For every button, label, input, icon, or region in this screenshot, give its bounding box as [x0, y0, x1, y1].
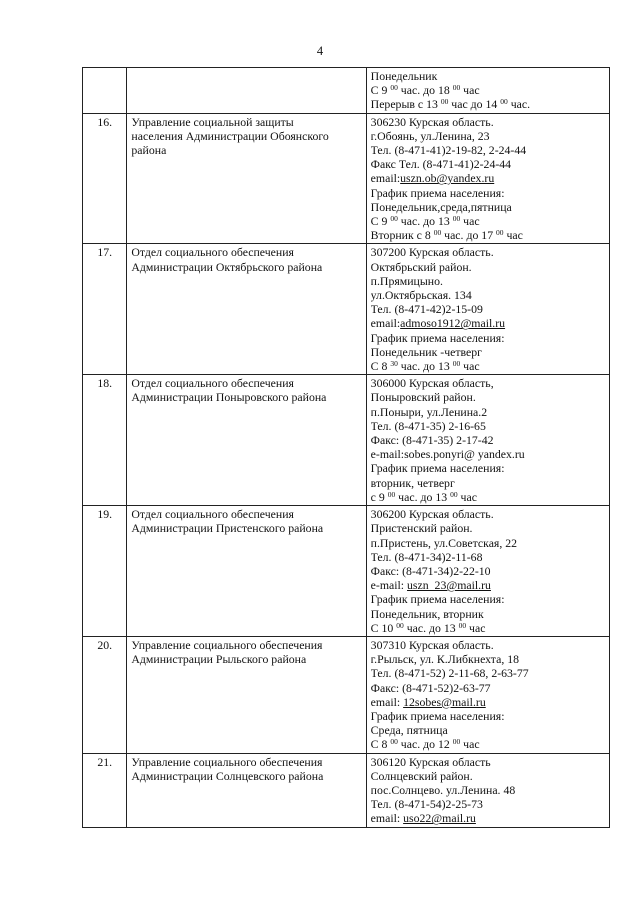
row-number-cell: 20.: [83, 636, 127, 753]
row-number-cell: 16.: [83, 113, 127, 244]
email-address: admoso1912@mail.ru: [400, 316, 506, 331]
contact-text: Тел. (8-471-35) 2-16-65: [370, 418, 486, 433]
contact-line: [371, 461, 605, 475]
contact-line: [371, 274, 605, 288]
contact-text: Понедельник,среда,пятница: [370, 199, 512, 214]
contact-text: п.Поныри, ул.Ленина.2: [370, 404, 488, 419]
contact-text: час. до 13: [397, 359, 453, 374]
office-name-line: Администрации Рыльского района: [131, 652, 307, 667]
contact-info-cell: [366, 636, 609, 753]
contact-line: [371, 302, 605, 316]
contact-line: [371, 783, 605, 797]
contact-text: email:: [370, 316, 401, 331]
time-minutes-superscript: 00: [387, 489, 396, 499]
contact-line: [371, 723, 605, 737]
contact-text: Тел. (8-471-34)2-11-68: [370, 549, 483, 564]
contact-line: [371, 376, 605, 390]
row-number-cell: [83, 68, 127, 114]
contact-text: г.Рыльск, ул. К.Либкнехта, 18: [370, 652, 520, 667]
contact-info-cell: [366, 506, 609, 637]
contact-line: [371, 157, 605, 171]
contact-text: час: [503, 228, 523, 243]
contact-line: [371, 695, 605, 709]
table-row: [83, 68, 610, 114]
time-minutes-superscript: 00: [452, 214, 461, 224]
contact-text: Солнцевский район.: [370, 768, 473, 783]
row-number-cell: 19.: [83, 506, 127, 637]
office-name-line: Отдел социального обеспечения: [131, 507, 294, 522]
contact-text: Тел. (8-471-54)2-25-73: [370, 797, 483, 812]
contact-text: час. до 13: [395, 489, 451, 504]
contact-text: час до 14: [448, 97, 501, 112]
contact-text: С 9: [370, 83, 391, 98]
contact-line: [371, 260, 605, 274]
contact-text: График приема населения:: [370, 708, 505, 723]
office-name-line: района: [131, 143, 167, 158]
office-name-line: населения Администрации Обоянского: [131, 128, 329, 143]
contact-line: [371, 390, 605, 404]
contact-text: Перерыв с 13: [370, 97, 441, 112]
contact-line: [371, 97, 605, 111]
office-name-cell: [127, 506, 366, 637]
contact-text: г.Обоянь, ул.Ленина, 23: [370, 128, 490, 143]
contact-line: [371, 143, 605, 157]
contact-text: График приема населения:: [370, 461, 505, 476]
office-name-line: Управление социального обеспечения: [131, 754, 323, 769]
time-minutes-superscript: 00: [496, 228, 504, 238]
contact-text: час: [460, 214, 480, 229]
contact-text: п.Прямицыно.: [370, 273, 443, 288]
contact-text: Факс Тел. (8-471-41)2-24-44: [370, 157, 512, 172]
time-minutes-superscript: 00: [390, 214, 398, 224]
contact-info-cell: [366, 753, 609, 827]
contact-line: [371, 709, 605, 723]
table-row: [83, 506, 610, 637]
contact-text: Вторник с 8: [370, 228, 434, 243]
contact-text: час: [460, 359, 480, 374]
contact-line: [371, 228, 605, 242]
contact-text: email:: [370, 694, 404, 709]
contact-text: час. до 17: [441, 228, 497, 243]
contact-text: 306230 Курская область.: [370, 114, 494, 129]
office-name-line: Администрации Солнцевского района: [131, 768, 324, 783]
office-name-cell: [127, 636, 366, 753]
office-name-line: Отдел социального обеспечения: [131, 245, 294, 260]
contact-text: С 10: [370, 620, 397, 635]
contact-line: [371, 129, 605, 143]
contact-text: час: [460, 737, 480, 752]
contact-line: [371, 652, 605, 666]
contact-line: [371, 186, 605, 200]
table-body: [83, 68, 610, 828]
contact-text: e-mail:sobes.ponyri@ yandex.ru: [370, 447, 525, 462]
contact-line: [371, 737, 605, 751]
contact-text: п.Пристень, ул.Советская, 22: [370, 535, 518, 550]
contact-line: [371, 681, 605, 695]
time-minutes-superscript: 00: [458, 620, 467, 630]
contact-text: Тел. (8-471-52) 2-11-68, 2-63-77: [370, 666, 529, 681]
contact-line: [371, 550, 605, 564]
contact-text: Октябрьский район.: [370, 259, 472, 274]
time-minutes-superscript: 00: [396, 620, 404, 630]
contact-line: [371, 405, 605, 419]
contact-text: час. до 13: [403, 620, 459, 635]
contact-text: час. до 12: [397, 737, 453, 752]
table-row: [83, 113, 610, 244]
contact-text: График приема населения:: [370, 185, 505, 200]
time-minutes-superscript: 00: [452, 359, 461, 369]
time-minutes-superscript: 30: [390, 359, 398, 369]
contact-text: Факс: (8-471-52)2-63-77: [370, 680, 491, 695]
email-address: uszn_23@mail.ru: [407, 578, 491, 593]
contact-line: [371, 83, 605, 97]
table-row: [83, 753, 610, 827]
contact-line: [371, 433, 605, 447]
contact-text: 306200 Курская область.: [370, 507, 494, 522]
contact-line: [371, 419, 605, 433]
contact-text: График приема населения:: [370, 330, 505, 345]
office-name-cell: [127, 375, 366, 506]
contact-line: [371, 592, 605, 606]
office-name-cell: [127, 113, 366, 244]
contact-text: 306120 Курская область: [370, 754, 491, 769]
office-name-line: Управление социальной защиты: [131, 114, 294, 129]
office-name-line: Управление социального обеспечения: [131, 637, 323, 652]
time-minutes-superscript: 00: [450, 489, 458, 499]
contact-text: час: [457, 489, 477, 504]
office-name-line: Администрации Поныровского района: [131, 390, 327, 405]
page-number: 4: [316, 44, 324, 58]
contact-line: [371, 476, 605, 490]
contact-line: [371, 316, 605, 330]
contact-line: [371, 490, 605, 504]
contact-text: Тел. (8-471-41)2-19-82, 2-24-44: [370, 143, 527, 158]
contact-info-cell: [366, 113, 609, 244]
contact-line: [371, 447, 605, 461]
contact-line: [371, 521, 605, 535]
contact-text: 307200 Курская область.: [370, 245, 494, 260]
contact-line: [371, 666, 605, 680]
contact-line: [371, 797, 605, 811]
contact-line: [371, 288, 605, 302]
contact-text: Тел. (8-471-42)2-15-09: [370, 302, 483, 317]
email-address: 12sobes@mail.ru: [403, 694, 486, 709]
contact-line: [371, 507, 605, 521]
contact-text: Поныровский район.: [370, 390, 476, 405]
contact-info-cell: [366, 244, 609, 375]
time-minutes-superscript: 00: [390, 83, 398, 93]
row-number-cell: 21.: [83, 753, 127, 827]
contact-text: График приема населения:: [370, 592, 505, 607]
table-row: [83, 244, 610, 375]
time-minutes-superscript: 00: [452, 83, 461, 93]
contact-text: С 8: [370, 737, 391, 752]
contact-text: Понедельник: [370, 69, 438, 83]
contact-text: Факс: (8-471-35) 2-17-42: [370, 433, 494, 448]
contact-line: [371, 769, 605, 783]
office-name-line: Администрации Пристенского района: [131, 521, 324, 536]
contact-text: Среда, пятница: [370, 723, 448, 738]
office-name-line: Администрации Октябрьского района: [131, 259, 323, 274]
contact-text: email:: [370, 811, 404, 826]
contact-line: [371, 359, 605, 373]
row-number-cell: 18.: [83, 375, 127, 506]
contact-line: [371, 200, 605, 214]
contact-line: [371, 69, 605, 83]
time-minutes-superscript: 00: [500, 97, 508, 107]
contact-line: [371, 638, 605, 652]
contact-text: С 8: [370, 359, 391, 374]
contact-line: [371, 214, 605, 228]
office-name-cell: [127, 753, 366, 827]
email-address: uszn.ob@yandex.ru: [400, 171, 495, 186]
contact-line: [371, 564, 605, 578]
row-number-cell: 17.: [83, 244, 127, 375]
contact-text: Понедельник, вторник: [370, 606, 484, 621]
contact-line: [371, 536, 605, 550]
contact-text: час. до 13: [397, 214, 453, 229]
contact-info-cell: [366, 375, 609, 506]
contact-text: 307310 Курская область.: [370, 637, 494, 652]
contact-text: с 9: [370, 489, 388, 504]
contact-text: пос.Солнцево. ул.Ленина. 48: [370, 782, 516, 797]
contact-text: час.: [507, 97, 531, 112]
contact-text: С 9: [370, 214, 391, 229]
contact-line: [371, 345, 605, 359]
time-minutes-superscript: 00: [452, 737, 461, 747]
contact-line: [371, 811, 605, 825]
office-name-cell: [127, 244, 366, 375]
office-name-line: Отдел социального обеспечения: [131, 376, 294, 391]
contact-text: email:: [370, 171, 401, 186]
time-minutes-superscript: 00: [440, 97, 449, 107]
contact-text: час: [460, 83, 480, 98]
social-offices-table: [82, 67, 610, 828]
table-row: [83, 375, 610, 506]
contact-line: [371, 115, 605, 129]
contact-text: час: [466, 620, 486, 635]
contact-text: e-mail:: [370, 578, 408, 593]
contact-text: вторник, четверг: [370, 475, 455, 490]
contact-text: Понедельник -четверг: [370, 344, 483, 359]
contact-text: Пристенский район.: [370, 521, 473, 536]
contact-line: [371, 171, 605, 185]
contact-line: [371, 755, 605, 769]
time-minutes-superscript: 00: [433, 228, 442, 238]
contact-line: [371, 331, 605, 345]
contact-text: Факс: (8-471-34)2-22-10: [370, 563, 491, 578]
contact-line: [371, 578, 605, 592]
email-address: uso22@mail.ru: [403, 811, 476, 826]
table-row: [83, 636, 610, 753]
office-name-cell: [127, 68, 366, 114]
contact-line: [371, 245, 605, 259]
contact-text: час. до 18: [397, 83, 453, 98]
contact-text: ул.Октябрьская. 134: [370, 288, 472, 303]
time-minutes-superscript: 00: [390, 737, 398, 747]
contact-line: [371, 607, 605, 621]
contact-info-cell: [366, 68, 609, 114]
contact-text: 306000 Курская область,: [370, 376, 494, 391]
contact-line: [371, 621, 605, 635]
